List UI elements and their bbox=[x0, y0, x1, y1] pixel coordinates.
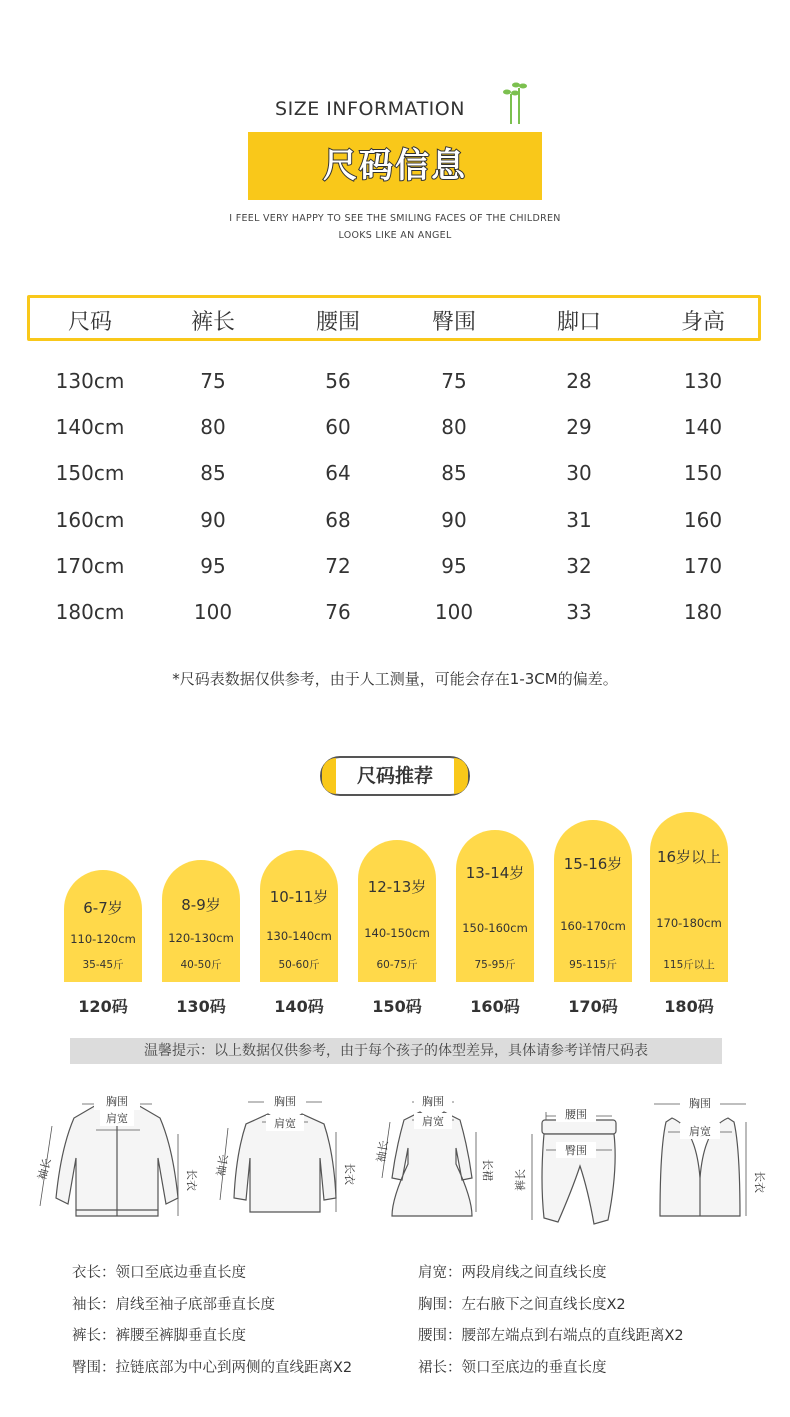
definition-item: 肩宽：两段肩线之间直线长度 bbox=[418, 1265, 607, 1281]
table-cell: 68 bbox=[325, 507, 351, 532]
card-size-label: 140码 bbox=[274, 997, 324, 1016]
table-cell: 75 bbox=[441, 369, 467, 393]
card-size-label: 120码 bbox=[78, 997, 128, 1016]
table-cell: 85 bbox=[200, 461, 226, 486]
dress-diagram bbox=[372, 1088, 502, 1228]
length-label: 长衣 bbox=[185, 1169, 198, 1191]
card-weight: 115斤以上 bbox=[663, 959, 715, 971]
table-cell: 31 bbox=[566, 507, 592, 532]
card-height: 160-170cm bbox=[560, 919, 626, 933]
table-cell: 150 bbox=[683, 461, 723, 486]
tagline-line-2: LOOKS LIKE AN ANGEL bbox=[338, 230, 452, 241]
chest-label: 胸围 bbox=[274, 1095, 296, 1108]
table-cell: 180cm bbox=[55, 600, 125, 624]
definition-item: 胸围：左右腋下之间直线长度X2 bbox=[418, 1297, 626, 1313]
recommendation-title: 尺码推荐 bbox=[356, 765, 433, 787]
card-age: 16岁以上 bbox=[656, 848, 722, 866]
table-cell: 72 bbox=[325, 553, 351, 578]
chest-label: 胸围 bbox=[106, 1095, 128, 1108]
shoulder-label: 肩宽 bbox=[274, 1117, 296, 1130]
card-age: 6-7岁 bbox=[83, 899, 123, 917]
jacket-diagram bbox=[35, 1088, 198, 1236]
column-header: 腰围 bbox=[315, 310, 360, 335]
column-header: 裤长 bbox=[190, 310, 235, 335]
table-cell: 140cm bbox=[55, 415, 125, 440]
skirt-length-label: 长裙 bbox=[481, 1159, 494, 1181]
column-header: 尺码 bbox=[67, 310, 112, 335]
card-height: 150-160cm bbox=[462, 921, 528, 935]
vest-diagram bbox=[640, 1088, 764, 1228]
card-height: 140-150cm bbox=[364, 926, 430, 940]
table-cell: 85 bbox=[441, 461, 467, 486]
table-cell: 100 bbox=[193, 600, 233, 624]
table-cell: 30 bbox=[566, 461, 592, 486]
table-cell: 32 bbox=[566, 553, 592, 578]
card-height: 130-140cm bbox=[266, 929, 332, 943]
table-cell: 170 bbox=[683, 553, 723, 578]
table-cell: 90 bbox=[441, 507, 467, 532]
table-cell: 180 bbox=[683, 600, 723, 624]
card-weight: 50-60斤 bbox=[278, 959, 320, 971]
pants-diagram bbox=[510, 1100, 630, 1230]
card-size-label: 150码 bbox=[372, 997, 422, 1016]
definition-item: 袖长：肩线至袖子底部垂直长度 bbox=[72, 1297, 275, 1313]
tip-text: 温馨提示：以上数据仅供参考，由于每个孩子的体型差异，具体请参考详情尺码表 bbox=[144, 1043, 648, 1059]
table-cell: 64 bbox=[325, 461, 351, 486]
card-age: 10-11岁 bbox=[269, 888, 329, 906]
table-cell: 60 bbox=[325, 415, 351, 440]
length-label: 长衣 bbox=[753, 1171, 766, 1193]
table-cell: 33 bbox=[566, 600, 592, 624]
sprout-icon bbox=[502, 80, 528, 124]
card-size-label: 130码 bbox=[176, 997, 226, 1016]
card-height: 120-130cm bbox=[168, 931, 234, 945]
definition-item: 衣长：领口至底边垂直长度 bbox=[72, 1265, 246, 1281]
table-cell: 140 bbox=[683, 415, 723, 440]
table-cell: 75 bbox=[200, 369, 226, 393]
sleeve-label: 袖长 bbox=[214, 1153, 231, 1178]
shoulder-label: 肩宽 bbox=[106, 1112, 128, 1125]
card-size-label: 180码 bbox=[664, 997, 714, 1016]
chest-label: 胸围 bbox=[689, 1097, 711, 1110]
sleeve-label: 袖长 bbox=[374, 1139, 391, 1164]
tagline-line-1: I FEEL VERY HAPPY TO SEE THE SMILING FACES OF THE CHILDREN bbox=[229, 213, 561, 224]
definition-item: 裤长：裤腰至裤脚垂直长度 bbox=[72, 1328, 246, 1344]
table-cell: 90 bbox=[200, 507, 226, 532]
table-cell: 29 bbox=[566, 415, 592, 440]
pants-length-label: 裤长 bbox=[514, 1169, 527, 1191]
table-cell: 130 bbox=[683, 369, 723, 393]
card-height: 170-180cm bbox=[656, 916, 722, 930]
column-header: 脚口 bbox=[556, 310, 601, 335]
table-cell: 28 bbox=[566, 369, 592, 393]
column-header: 身高 bbox=[680, 310, 725, 335]
table-cell: 56 bbox=[325, 369, 351, 393]
card-age: 12-13岁 bbox=[367, 878, 427, 896]
card-weight: 60-75斤 bbox=[376, 959, 418, 971]
table-cell: 160 bbox=[683, 507, 723, 532]
card-age: 8-9岁 bbox=[181, 896, 221, 914]
waist-label: 腰围 bbox=[565, 1108, 587, 1121]
size-table-note: *尺码表数据仅供参考，由于人工测量，可能会存在1-3CM的偏差。 bbox=[172, 670, 618, 688]
card-height: 110-120cm bbox=[70, 932, 136, 946]
table-cell: 80 bbox=[441, 415, 467, 440]
sweater-diagram bbox=[212, 1088, 362, 1228]
card-weight: 95-115斤 bbox=[569, 959, 617, 971]
card-weight: 40-50斤 bbox=[180, 959, 222, 971]
table-cell: 150cm bbox=[55, 461, 125, 486]
table-cell: 95 bbox=[441, 553, 467, 578]
table-cell: 76 bbox=[325, 600, 351, 624]
sleeve-label: 袖长 bbox=[35, 1156, 54, 1182]
table-cell: 80 bbox=[200, 415, 226, 440]
card-weight: 75-95斤 bbox=[474, 959, 516, 971]
card-size-label: 160码 bbox=[470, 997, 520, 1016]
chest-label: 胸围 bbox=[422, 1095, 444, 1108]
table-cell: 130cm bbox=[55, 369, 125, 393]
card-age: 13-14岁 bbox=[465, 864, 525, 882]
table-cell: 95 bbox=[200, 553, 226, 578]
hip-label: 臀围 bbox=[565, 1144, 587, 1157]
definition-item: 裙长：领口至底边的垂直长度 bbox=[418, 1360, 607, 1376]
card-age: 15-16岁 bbox=[563, 855, 623, 873]
english-title: SIZE INFORMATION bbox=[275, 98, 465, 120]
shoulder-label: 肩宽 bbox=[689, 1125, 711, 1138]
column-header: 臀围 bbox=[431, 310, 476, 335]
table-cell: 170cm bbox=[55, 553, 125, 578]
length-label: 长衣 bbox=[343, 1163, 356, 1185]
definition-item: 腰围：腰部左端点到右端点的直线距离X2 bbox=[418, 1328, 684, 1344]
shoulder-label: 肩宽 bbox=[422, 1115, 444, 1128]
table-cell: 160cm bbox=[55, 507, 125, 532]
table-cell: 100 bbox=[434, 600, 474, 624]
chinese-title: 尺码信息 bbox=[323, 146, 467, 186]
card-weight: 35-45斤 bbox=[82, 959, 124, 971]
definition-item: 臀围：拉链底部为中心到两侧的直线距离X2 bbox=[72, 1360, 353, 1376]
card-size-label: 170码 bbox=[568, 997, 618, 1016]
